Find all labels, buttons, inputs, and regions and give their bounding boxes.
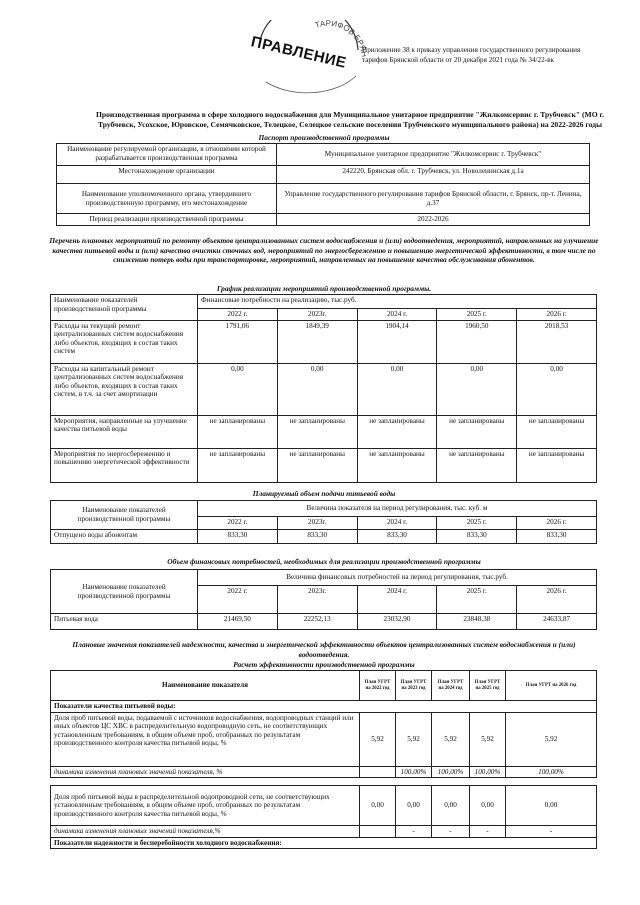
cell: 0,00 — [517, 363, 597, 415]
cell: 23032,90 — [357, 614, 437, 630]
row-label: Доля проб питьевой воды, подаваемой с источников водоснабжения, водопроводных станций или иных объектов ЦС ХВС в распределительную водопроводную сеть, не соответствующих установленным требованиям, в общем объеме проб, отобранных по результатам производственного контроля качества питьевой воды, % — [51, 712, 360, 766]
cell: 0,00 — [432, 786, 470, 826]
supply-head-group: Величина показателя на период регулирования, тыс. куб. м — [198, 501, 597, 517]
schedule-head-label: Наименование показателей производственной программы — [51, 295, 198, 321]
year-header: 2023г. — [277, 517, 357, 530]
cell: 833,30 — [198, 530, 278, 544]
cell: не запланированы — [357, 448, 437, 482]
passport-label: Наименование регулируемой организации, в отношении которой разрабатывается производственная программа — [57, 144, 277, 166]
finance-caption: Объем финансовых потребностей, необходимых для реализации производственной программы — [167, 557, 481, 566]
cell: 2018,53 — [517, 320, 597, 363]
cell: не запланированы — [198, 415, 278, 448]
schedule-table — [50, 294, 597, 483]
stamp-arc-text: ТАРИФОВ БР — [313, 20, 366, 47]
efficiency-table — [50, 670, 597, 849]
table-header-row — [51, 295, 597, 309]
row-label: Питьевая вода — [51, 614, 198, 630]
cell: 0,00 — [437, 363, 517, 415]
cell: 1791,06 — [198, 320, 278, 363]
cell: 1904,14 — [357, 320, 437, 363]
cell: не запланированы — [357, 415, 437, 448]
table-row — [51, 363, 597, 415]
passport-row — [57, 166, 590, 184]
cell — [360, 766, 396, 778]
cell: 5,92 — [470, 712, 506, 766]
finance-head-label: Наименование показателей производственной программы — [51, 570, 198, 614]
cell: - — [470, 826, 506, 838]
row-label: Расходы на капитальный ремонт централизованных систем водоснабжения либо объектов, входящих в состав таких систем, в т.ч. за счет амортизации — [51, 363, 198, 415]
passport-label: Местонахождение организации — [57, 166, 277, 184]
dynamics-row — [51, 766, 597, 778]
plan-year-header: План УГРТ на 2022 год — [360, 671, 396, 701]
plan-year-header: План УГРТ на 2025 год — [470, 671, 506, 701]
cell: 0,00 — [360, 786, 396, 826]
row-label: Расходы на текущий ремонт централизованных систем водоснабжения либо объектов, входящих в состав таких систем — [51, 320, 198, 363]
row-label: Мероприятия по энергосбережению и повышению энергетической эффективности — [51, 448, 198, 482]
cell: 833,30 — [437, 530, 517, 544]
cell: не запланированы — [517, 448, 597, 482]
schedule-caption: График реализации мероприятий производственной программы. — [216, 284, 432, 293]
table-row — [51, 448, 597, 482]
planned-caption: Плановые значения показателей надежности, качества и энергетической эффективности объектов централизованных систем водоснабжения и (или) водоотведения. — [72, 640, 576, 659]
cell: 100,00% — [470, 766, 506, 778]
cell: не запланированы — [198, 448, 278, 482]
cell: не запланированы — [517, 415, 597, 448]
table-row — [51, 614, 597, 630]
year-header: 2025 г. — [437, 517, 517, 530]
table-row — [51, 530, 597, 544]
passport-row — [57, 184, 590, 214]
schedule-head-group: Финансовые потребности на реализацию, тыс.руб. — [198, 295, 597, 309]
passport-label: Наименование уполномоченного органа, утвердившего производственную программу, его местонахождение — [57, 184, 277, 214]
cell: 0,00 — [396, 786, 432, 826]
row-label: Отпущено воды абонентам — [51, 530, 198, 544]
table-header-row — [51, 501, 597, 517]
supply-caption: Планируемый объем подачи питьевой воды — [252, 489, 396, 498]
year-header: 2026 г. — [517, 309, 597, 321]
efficiency-head-label: Наименование показателя — [51, 671, 360, 701]
cell: 5,92 — [396, 712, 432, 766]
cell: 0,00 — [198, 363, 278, 415]
cell: 5,92 — [506, 712, 597, 766]
passport-value: 242220, Брянская обл. г. Трубчевск, ул. Новоленинская д.1а — [277, 166, 590, 184]
cell: 24633,87 — [517, 614, 597, 630]
cell: 833,30 — [517, 530, 597, 544]
year-header: 2023г. — [277, 309, 357, 321]
passport-row — [57, 144, 590, 166]
measures-caption: Перечень плановых мероприятий по ремонту объектов централизованных систем водоснабжения и (или) водоотведения, мероприятий, направленных на улучшение качества питьевой воды и (или) качества очистки сточных вод, мероприятий по энергосбережению и повышению энергетической эффективности, в том числе по снижению потерь воды при транспортировке, мероприятий, направленных на повышение качества обслуживания абонентов. — [49, 236, 599, 265]
table-row — [51, 320, 597, 363]
cell: - — [506, 826, 597, 838]
cell: не запланированы — [277, 415, 357, 448]
cell: не запланированы — [437, 448, 517, 482]
organization-stamp — [246, 20, 366, 100]
spacer-row — [51, 778, 597, 786]
section-row — [51, 837, 597, 849]
year-header: 2025 г. — [437, 309, 517, 321]
table-row — [51, 786, 597, 826]
year-header: 2024 г. — [357, 586, 437, 614]
passport-caption: Паспорт производственной программы — [258, 133, 390, 142]
cell: 22252,13 — [277, 614, 357, 630]
cell: 1849,39 — [277, 320, 357, 363]
year-header: 2024 г. — [357, 309, 437, 321]
cell: 5,92 — [360, 712, 396, 766]
section-title: Показатели качества питьевой воды: — [51, 701, 597, 713]
cell: 0,00 — [470, 786, 506, 826]
year-header: 2022 г. — [198, 517, 278, 530]
dynamics-row — [51, 826, 597, 838]
passport-value: Управление государственного регулирования тарифов Брянской области, г. Брянск, пр-т. Ленина, д.37 — [277, 184, 590, 214]
efficiency-caption: Расчет эффективности производственной программы — [233, 660, 415, 669]
row-label: Мероприятия, направленные на улучшение качества питьевой воды — [51, 415, 198, 448]
year-header: 2026 г. — [517, 517, 597, 530]
supply-table — [50, 500, 597, 544]
year-header: 2023г. — [277, 586, 357, 614]
cell: 833,30 — [277, 530, 357, 544]
cell: 0,00 — [506, 786, 597, 826]
finance-head-group: Величина финансовых потребностей на период регулирования, тыс.руб. — [198, 570, 597, 586]
year-header: 2025 г. — [437, 586, 517, 614]
year-header: 2022 г. — [198, 309, 278, 321]
section-title: Показатели надежности и бесперебойности холодного водоснабжения: — [51, 837, 597, 849]
year-header: 2024 г. — [357, 517, 437, 530]
plan-year-header: План УГРТ на 2023 год — [396, 671, 432, 701]
cell: 1960,50 — [437, 320, 517, 363]
cell — [360, 826, 396, 838]
passport-value: Муниципальное унитарное предприятие "Жилкомсервис г. Трубчевск" — [277, 144, 590, 166]
cell: 100,00% — [396, 766, 432, 778]
plan-year-header: План УГРТ на 2024 год — [432, 671, 470, 701]
cell: - — [396, 826, 432, 838]
cell: 833,30 — [357, 530, 437, 544]
passport-table — [56, 143, 590, 226]
supply-head-label: Наименование показателей производственной программы — [51, 501, 198, 530]
cell: 5,92 — [432, 712, 470, 766]
year-header: 2026 г. — [517, 586, 597, 614]
table-row — [51, 712, 597, 766]
year-header: 2022 г. — [198, 586, 278, 614]
passport-value: 2022-2026 — [277, 214, 590, 226]
cell: - — [432, 826, 470, 838]
table-header-row — [51, 570, 597, 586]
row-label: динамика изменения плановых значений показателя,% — [51, 826, 360, 838]
passport-row — [57, 214, 590, 226]
appendix-note: Приложение 38 к приказу управления государственного регулирования тарифов Брянской области от 20 декабря 2021 года № 34/22-вк — [362, 46, 581, 64]
cell: 21469,50 — [198, 614, 278, 630]
cell: 100,00% — [506, 766, 597, 778]
cell: 23848,38 — [437, 614, 517, 630]
row-label: Доля проб питьевой воды в распределительной водопроводной сети, не соответствующих установленным требованиям, в общем объеме проб, отобранных по результатам производственного контроля качества питьевой воды, % — [51, 786, 360, 826]
cell: 0,00 — [277, 363, 357, 415]
section-row — [51, 701, 597, 713]
program-title: Производственная программа в сфере холодного водоснабжения для Муниципальное унитарное предприятие "Жилкомсервис г. Трубчевск" (МО г. Трубчевск, Усохское, Юровское, Семячковское, Телецкое, Селецкое сельские поселения Трубчевского муниципального района) на 2022-2026 годы — [95, 110, 605, 129]
cell: не запланированы — [277, 448, 357, 482]
finance-table — [50, 569, 597, 630]
passport-label: Период реализации производственной программы — [57, 214, 277, 226]
table-row — [51, 415, 597, 448]
cell: 100,00% — [432, 766, 470, 778]
table-header-row — [51, 671, 597, 701]
stamp-text: ПРАВЛЕНИЕ — [249, 33, 349, 72]
cell: 0,00 — [357, 363, 437, 415]
plan-year-header: План УГРТ на 2026 год — [506, 671, 597, 701]
cell: не запланированы — [437, 415, 517, 448]
row-label: динамика изменения плановых значений показателя, % — [51, 766, 360, 778]
